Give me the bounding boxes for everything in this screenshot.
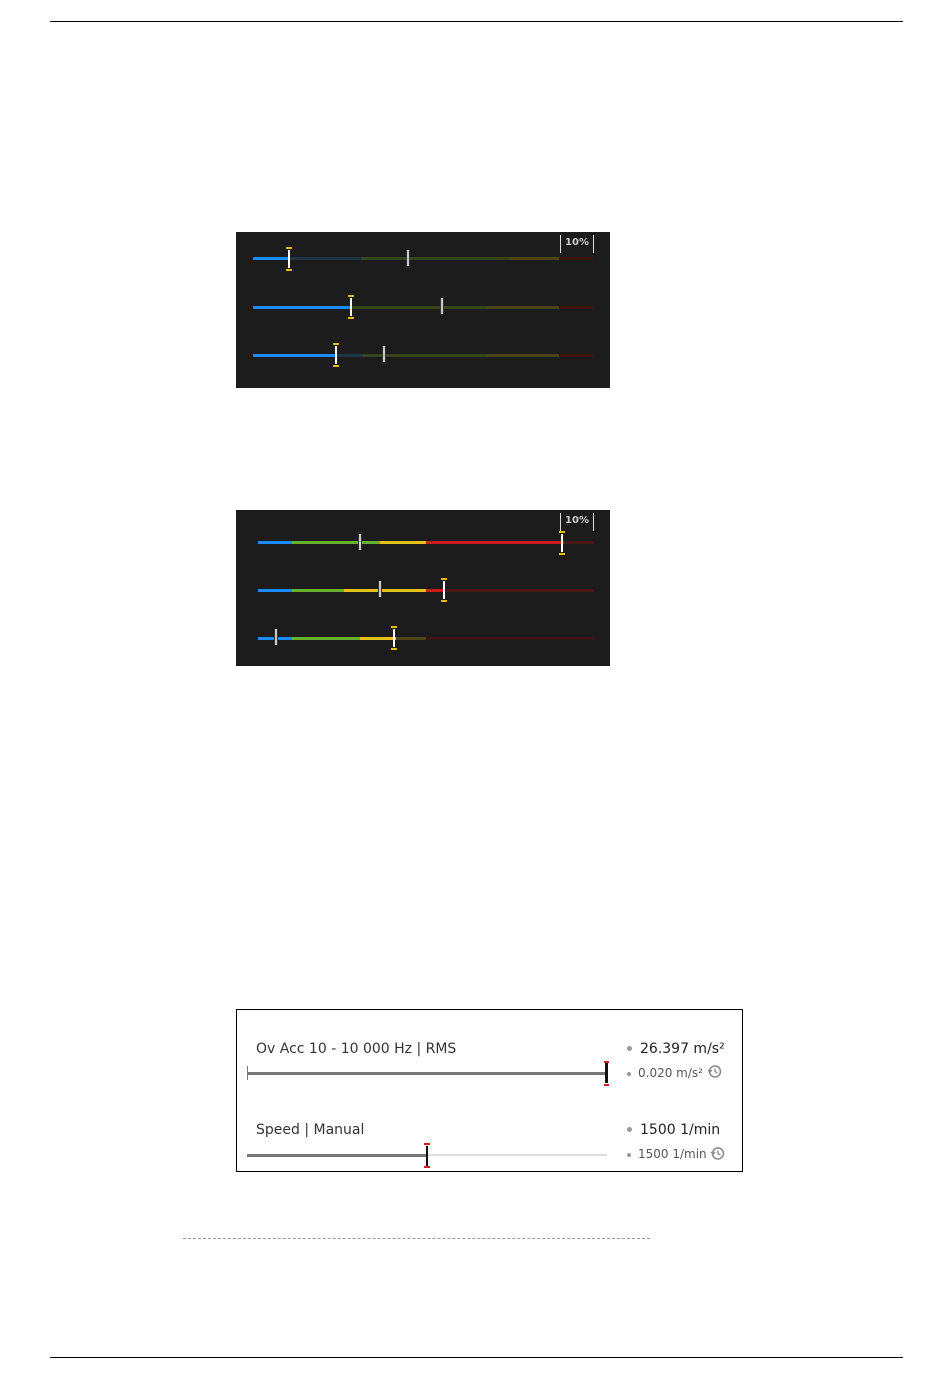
measurement-value: 26.397 m/s² xyxy=(640,1041,725,1057)
measurement-track-fill xyxy=(247,1154,427,1157)
measurement-slider-handle[interactable] xyxy=(605,1063,608,1083)
measurement-slider-handle[interactable] xyxy=(426,1146,428,1166)
meter-reference-marker xyxy=(406,250,410,266)
meter-bar-3 xyxy=(258,637,594,640)
percent-marker: 10% xyxy=(560,513,594,531)
top-rule xyxy=(50,21,903,22)
meter-panel-b xyxy=(236,510,610,666)
bullet-icon xyxy=(627,1127,632,1132)
meter-value-marker[interactable] xyxy=(393,629,395,647)
handle-cap-bottom xyxy=(424,1166,430,1168)
history-icon[interactable] xyxy=(710,1146,725,1161)
meter-value-marker[interactable] xyxy=(350,298,352,316)
meter-reference-marker xyxy=(440,298,444,314)
meter-bar-2 xyxy=(253,306,593,309)
percent-marker: 10% xyxy=(560,235,594,253)
handle-cap-top xyxy=(424,1143,430,1145)
measurement-label: Ov Acc 10 - 10 000 Hz | RMS xyxy=(256,1041,457,1057)
bottom-rule xyxy=(50,1357,903,1358)
bullet-icon xyxy=(627,1153,631,1157)
track-start-marker xyxy=(247,1066,248,1080)
measurement-track xyxy=(247,1072,607,1075)
bullet-icon xyxy=(627,1072,631,1076)
bullet-icon xyxy=(627,1046,632,1051)
measurement-panel xyxy=(236,1009,743,1172)
measurement-label: Speed | Manual xyxy=(256,1122,365,1138)
meter-reference-marker xyxy=(382,346,386,362)
meter-panel-a xyxy=(236,232,610,388)
meter-reference-marker xyxy=(274,629,278,645)
measurement-sub-value: 0.020 m/s² xyxy=(638,1066,703,1080)
meter-bar-3 xyxy=(253,354,593,357)
measurement-value: 1500 1/min xyxy=(640,1122,721,1138)
meter-bar-1 xyxy=(258,541,594,544)
meter-value-marker[interactable] xyxy=(288,250,290,268)
meter-value-marker[interactable] xyxy=(443,581,445,599)
handle-cap-bottom xyxy=(604,1084,609,1086)
handle-cap-top xyxy=(604,1061,609,1063)
meter-bar-1 xyxy=(253,257,593,260)
meter-value-marker[interactable] xyxy=(561,534,563,552)
meter-bar-2 xyxy=(258,589,594,592)
dashed-separator xyxy=(183,1238,650,1239)
measurement-sub-value: 1500 1/min xyxy=(638,1147,707,1161)
history-icon[interactable] xyxy=(707,1064,722,1079)
meter-reference-marker xyxy=(358,534,362,550)
meter-reference-marker xyxy=(378,581,382,597)
meter-value-marker[interactable] xyxy=(335,346,337,364)
